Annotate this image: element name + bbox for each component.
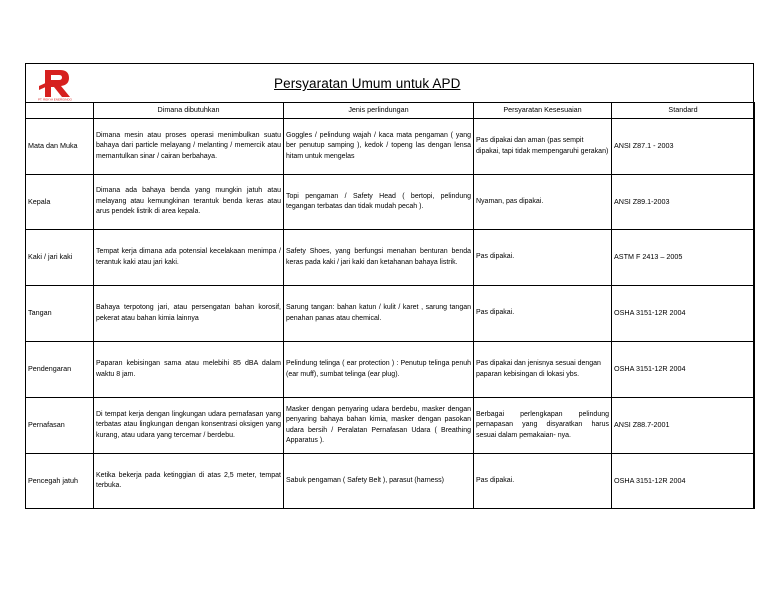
row-category: Mata dan Muka: [26, 119, 94, 175]
row-where: Dimana ada bahaya benda yang mungkin jatuh atau melayang atau kemungkinan terantuk benda keras atau arus pendek listrik di area kepala.: [94, 175, 284, 230]
row-standard: OSHA 3151-12R 2004: [612, 342, 755, 398]
table-row: [26, 119, 755, 175]
table-row: [26, 454, 755, 509]
row-type: Masker dengan penyaring udara berdebu, masker dengan penyaring bahaya bahan kimia, masker dengan pasokan udara bersih / Peralatan Pernafasan Udara ( Breathing Apparatus ).: [284, 398, 474, 454]
company-logo: [36, 67, 76, 101]
row-requirement: Pas dipakai.: [474, 286, 612, 342]
row-requirement: Pas dipakai dan aman (pas sempit dipakai, tapi tidak mempengaruhi gerakan): [474, 119, 612, 175]
apd-document-sheet: [25, 63, 754, 509]
column-header: [26, 103, 94, 119]
table-row: [26, 398, 755, 454]
document-header: [26, 64, 753, 103]
column-header: Dimana dibutuhkan: [94, 103, 284, 119]
row-type: Sarung tangan: bahan katun / kulit / karet , sarung tangan penahan panas atau chemical.: [284, 286, 474, 342]
row-requirement: Nyaman, pas dipakai.: [474, 175, 612, 230]
row-standard: OSHA 3151-12R 2004: [612, 454, 755, 509]
apd-table: [25, 102, 755, 509]
row-type: Goggles / pelindung wajah / kaca mata pengaman ( yang ber penutup samping ), kedok / topeng las dengan lensa hitam untuk mengelas: [284, 119, 474, 175]
row-standard: ASTM F 2413 – 2005: [612, 230, 755, 286]
row-where: Dimana mesin atau proses operasi menimbulkan suatu bahaya dari particle melayang / melanting / memercik atau memantulkan sinar / cairan berbahaya.: [94, 119, 284, 175]
row-requirement: Pas dipakai dan jenisnya sesuai dengan paparan kebisingan di lokasi ybs.: [474, 342, 612, 398]
row-category: Pernafasan: [26, 398, 94, 454]
row-where: Tempat kerja dimana ada potensial kecelakaan menimpa / terantuk kaki atau jari kaki.: [94, 230, 284, 286]
column-header: Persyaratan Kesesuaian: [474, 103, 612, 119]
row-where: Bahaya terpotong jari, atau persengatan bahan korosif, pekerat atau bahan kimia lainnya: [94, 286, 284, 342]
row-category: Kaki / jari kaki: [26, 230, 94, 286]
row-type: Safety Shoes, yang berfungsi menahan benturan benda keras pada kaki / jari kaki dan ketahanan bahaya listrik.: [284, 230, 474, 286]
row-standard: OSHA 3151-12R 2004: [612, 286, 755, 342]
row-category: Kepala: [26, 175, 94, 230]
page-title: Persyaratan Umum untuk APD: [274, 76, 461, 91]
table-row: [26, 175, 755, 230]
row-where: Ketika bekerja pada ketinggian di atas 2,5 meter, tempat terbuka.: [94, 454, 284, 509]
row-type: Topi pengaman / Safety Head ( bertopi, pelindung tegangan terbatas dan tidak mudah pecah ).: [284, 175, 474, 230]
row-category: Pencegah jatuh: [26, 454, 94, 509]
table-row: [26, 230, 755, 286]
row-requirement: Pas dipakai.: [474, 230, 612, 286]
row-requirement: Berbagai perlengkapan pelindung pernapasan yang disyaratkan harus sesuai dalam pemakaian- nya.: [474, 398, 612, 454]
logo-caption: PT. REKYA ENERGINDO: [38, 97, 72, 101]
row-standard: ANSI Z87.1 - 2003: [612, 119, 755, 175]
row-where: Paparan kebisingan sama atau melebihi 85 dBA dalam waktu 8 jam.: [94, 342, 284, 398]
row-type: Sabuk pengaman ( Safety Belt ), parasut (harness): [284, 454, 474, 509]
table-row: [26, 342, 755, 398]
column-header: Jenis perlindungan: [284, 103, 474, 119]
row-where: Di tempat kerja dengan lingkungan udara pernafasan yang terbatas atau lingkungan dengan konsentrasi oksigen yang kurang, atau udara yang tercemar / berdebu.: [94, 398, 284, 454]
row-standard: ANSI Z88.7-2001: [612, 398, 755, 454]
row-category: Tangan: [26, 286, 94, 342]
table-header-row: [26, 103, 755, 119]
row-standard: ANSI Z89.1-2003: [612, 175, 755, 230]
table-row: [26, 286, 755, 342]
row-category: Pendengaran: [26, 342, 94, 398]
row-type: Pelindung telinga ( ear protection ) : Penutup telinga penuh (ear muff), sumbat telinga (ear plug).: [284, 342, 474, 398]
row-requirement: Pas dipakai.: [474, 454, 612, 509]
column-header: Standard: [612, 103, 755, 119]
